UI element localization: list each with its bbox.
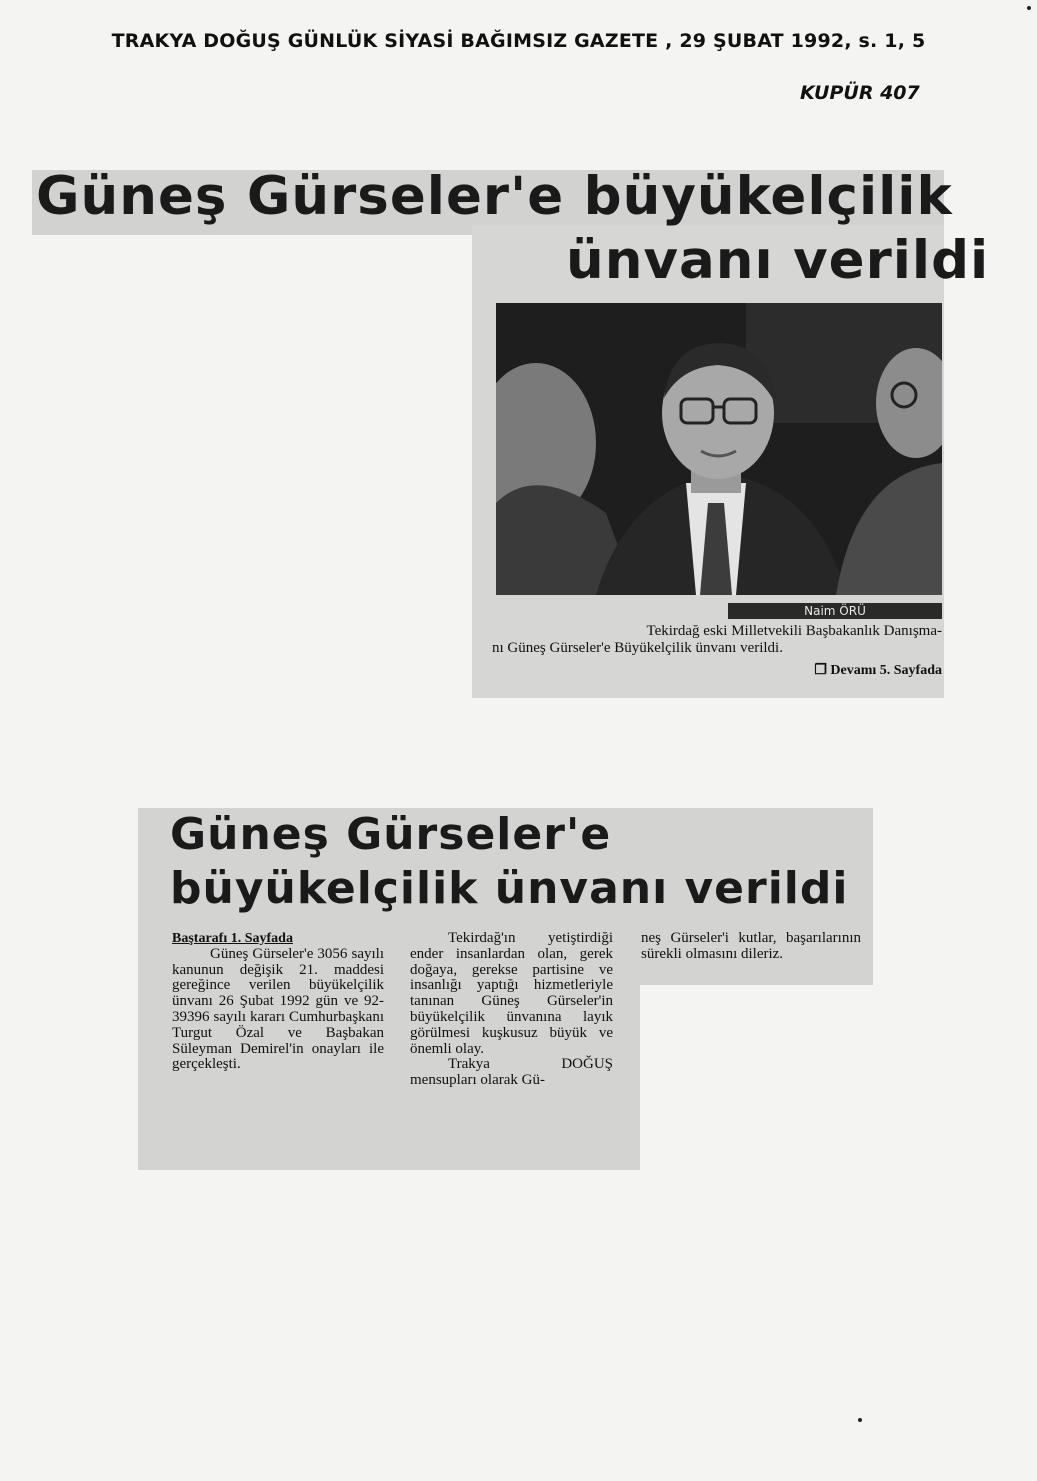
bastarafi-label: Baştarafı 1. Sayfada [172, 931, 293, 946]
clipping-2-blank-area [640, 985, 873, 1170]
column-3-text: neş Gürseler'i kutlar, başarılarının sürekli olmasını dileriz. [641, 930, 861, 962]
news-photo [496, 303, 942, 595]
clipping-2-headline-line2: büyükelçilik ünvanı verildi [170, 863, 849, 914]
column-2-text-b: Trakya DOĞUŞ mensupları olarak Gü- [410, 1056, 613, 1089]
article-column-3 [641, 931, 861, 963]
photo-caption [484, 623, 942, 657]
caption-line1: Tekirdağ eski Milletvekili Başbakanlık Danışma- [646, 623, 942, 639]
clipping-2-headline-line1: Güneş Gürseler'e [170, 809, 612, 860]
scan-speck-2 [858, 1418, 862, 1422]
photo-illustration [496, 303, 942, 595]
clipping-1-headline-line2: ünvanı verildi [566, 230, 990, 291]
article-column-2 [410, 931, 613, 1089]
newspaper-header: TRAKYA DOĞUŞ GÜNLÜK SİYASİ BAĞIMSIZ GAZETE , 29 ŞUBAT 1992, s. 1, 5 [111, 30, 926, 52]
column-2-text-a: Tekirdağ'ın yetiştirdiği ender insanlardan olan, gerek doğaya, gerekse partisine ve insanlığı yaptığı hizmetleriyle tanınan Güneş Gürseler'in büyükelçilik ünvanına layık görülmesi kuşkusuz büyük ve önemli olay. [410, 930, 613, 1057]
kupur-number: KUPÜR 407 [800, 82, 920, 104]
photo-credit: Naim ÖRÜ [728, 603, 942, 619]
scan-speck [1027, 6, 1031, 10]
column-1-text: Güneş Gürseler'e 3056 sayılı kanunun değişik 21. maddesi gereğince verilen büyükelçilik ünvanı 26 Şubat 1992 gün ve 92-39396 sayılı kararı Cumhurbaşkanı Turgut Özal ve Başbakan Süleyman Demirel'in onayları ile gerçekleşti. [172, 945, 384, 1073]
continued-note: ❐ Devamı 5. Sayfada [814, 663, 942, 678]
clipping-1-headline-line1: Güneş Gürseler'e büyükelçilik [36, 166, 953, 227]
article-column-1 [172, 931, 384, 1073]
caption-line2: nı Güneş Gürseler'e Büyükelçilik ünvanı verildi. [492, 640, 783, 656]
